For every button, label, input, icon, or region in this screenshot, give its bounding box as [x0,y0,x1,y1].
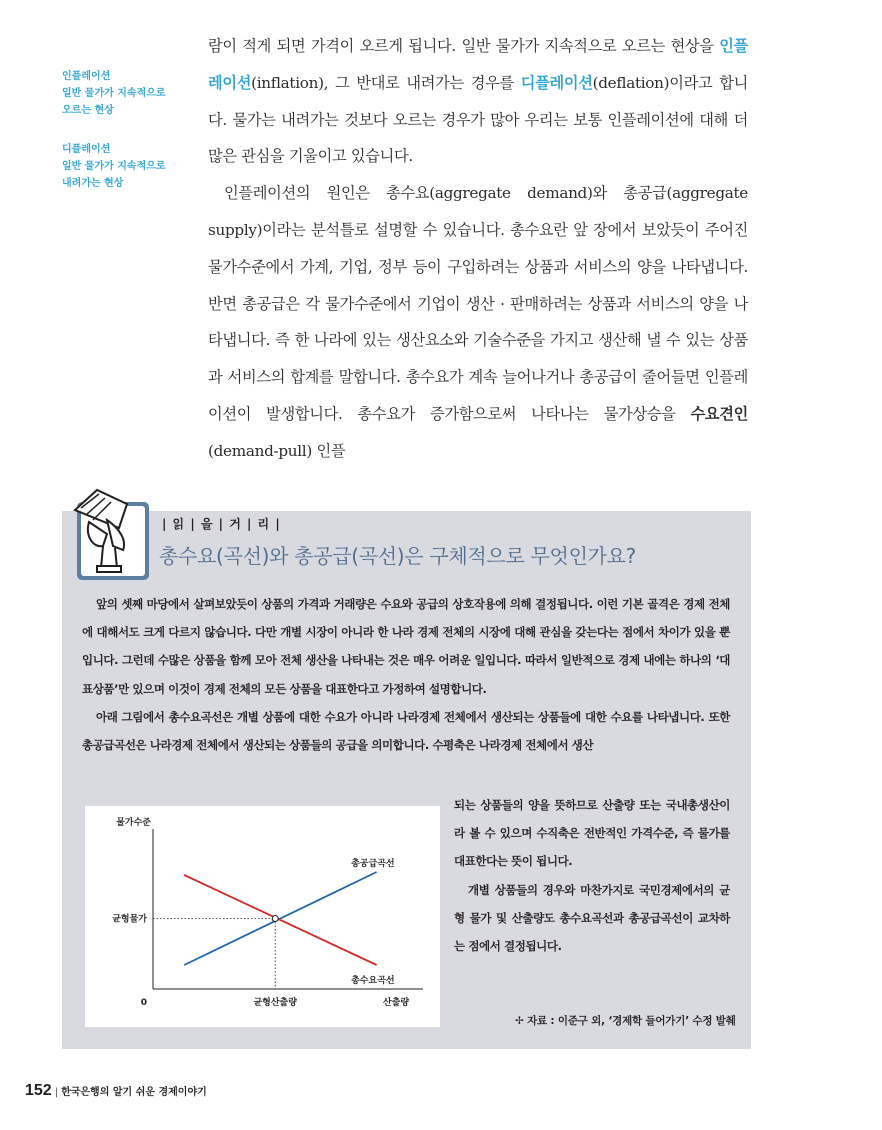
text-run: 인플레이션의 원인은 총수요(aggregate demand)와 총공급(aggregate supply)이라는 분석틀로 설명할 수 있습니다. 총수요란 앞 장에서 보았듯이 주어진 물가수준에서 가계, 기업, 정부 등이 구입하려는 상품과 서비스의 양을 나타냅니다. 반면 총공급은 각 물가수준에서 기업이 생산 · 판매하려는 상품과 서비스의 양을 나타냅니다. 즉 한 나라에 있는 생산요소와 기술수준을 가지고 생산해 낼 수 있는 상품과 서비스의 합계를 말합니다. 총수요가 계속 늘어나거나 총공급이 줄어들면 인플레이션이 발생합니다. 총수요가 증가함으로써 나타나는 물가상승을 [208,184,748,423]
page-footer [25,1082,207,1100]
series-label: 총공급곡선 [351,859,395,869]
ad-as-chart [85,806,440,1027]
paragraph: 개별 상품들의 경우와 마찬가지로 국민경제에서의 균형 물가 및 산출량도 총수요곡선과 총공급곡선이 교차하는 점에서 결정됩니다. [454,882,730,954]
y-axis-label: 물가수준 [116,818,151,828]
paragraph [208,28,748,175]
page-number: 152 [25,1082,52,1099]
term-demand-pull: 수요견인 [690,404,748,423]
note-text: 오르는 현상 [62,105,114,116]
note-text: 일반 물가가 지속적으로 [62,161,166,172]
term-deflation: 디플레이션 [520,73,593,92]
term-inflation: 인플레이션 [208,37,748,92]
paragraph: 되는 상품들의 양을 뜻하므로 산출량 또는 국내총생산이라 볼 수 있으며 수직축은 전반적인 가격수준, 즉 물가를 대표한다는 뜻이 됩니다. [454,798,730,869]
equilibrium-point [272,916,278,922]
origin-label: 0 [140,998,147,1008]
series-label: 총수요곡선 [351,976,395,986]
text-run: 람이 적게 되면 가격이 오르게 됩니다. 일반 물가가 지속적으로 오르는 현상을 [208,37,720,55]
note-text: 내려가는 현상 [62,178,124,189]
paragraph: 앞의 셋째 마당에서 살펴보았듯이 상품의 가격과 거래량은 수요와 공급의 상호작용에 의해 결정됩니다. 이런 기본 골격은 경제 전체에 대해서도 크게 다르지 않습니다. 다만 개별 시장이 아니라 한 나라 경제 전체의 시장에 대해 관심을 갖는다는 점에서 차이가 있을 뿐입니다. 그런데 수많은 상품을 함께 모아 전체 생산을 나타내는 것은 매우 어려운 일입니다. 따라서 일반적으로 경제 내에는 하나의 ‘대표상품’만 있으며 이것이 경제 전체의 모든 상품을 대표한다고 가정하여 설명합니다. [82,597,730,696]
reading-side-text [454,791,730,960]
note-title: 디플레이션 [62,144,111,155]
x-axis-label: 산출량 [383,998,410,1008]
source-citation [515,1013,736,1028]
equilibrium-output-label: 균형산출량 [253,998,297,1008]
reading-label: | 읽 | 을 | 거 | 리 | [162,517,281,531]
paragraph [208,175,748,469]
chart-svg [85,806,440,1027]
note-title: 인플레이션 [62,71,111,82]
source-mark: ✢ [515,1015,524,1027]
note-text: 일반 물가가 지속적으로 [62,88,166,99]
text-run: (deflation)이라고 합니다. 물가는 내려가는 것보다 오르는 경우가 많아 우리는 보통 인플레이션에 대해 더 많은 관심을 기울이고 있습니다. [208,73,748,166]
source-text: 자료 : 이준구 외, ‘경제학 들어가기’ 수정 발췌 [527,1015,736,1027]
text-run: (inflation), 그 반대로 내려가는 경우를 [251,73,521,92]
note-inflation [62,68,192,119]
reading-title: 총수요(곡선)와 총공급(곡선)은 구체적으로 무엇인가요? [159,544,636,568]
reading-body [82,590,730,759]
book-title: 한국은행의 알기 쉬운 경제이야기 [61,1087,207,1098]
note-deflation [62,141,192,192]
paragraph: 아래 그림에서 총수요곡선은 개별 상품에 대한 수요가 아니라 나라경제 전체에서 생산되는 상품들에 대한 수요를 나타냅니다. 또한 총공급곡선은 나라경제 전체에서 생산되는 상품들의 공급을 의미합니다. 수평축은 나라경제 전체에서 생산 [82,709,730,753]
equilibrium-price-label: 균형물가 [112,914,147,925]
text-run: (demand-pull) 인플 [208,441,346,460]
footer-separator: | [54,1087,59,1098]
body-text [208,28,748,470]
margin-notes [62,68,192,214]
book-reader-icon [67,488,151,582]
